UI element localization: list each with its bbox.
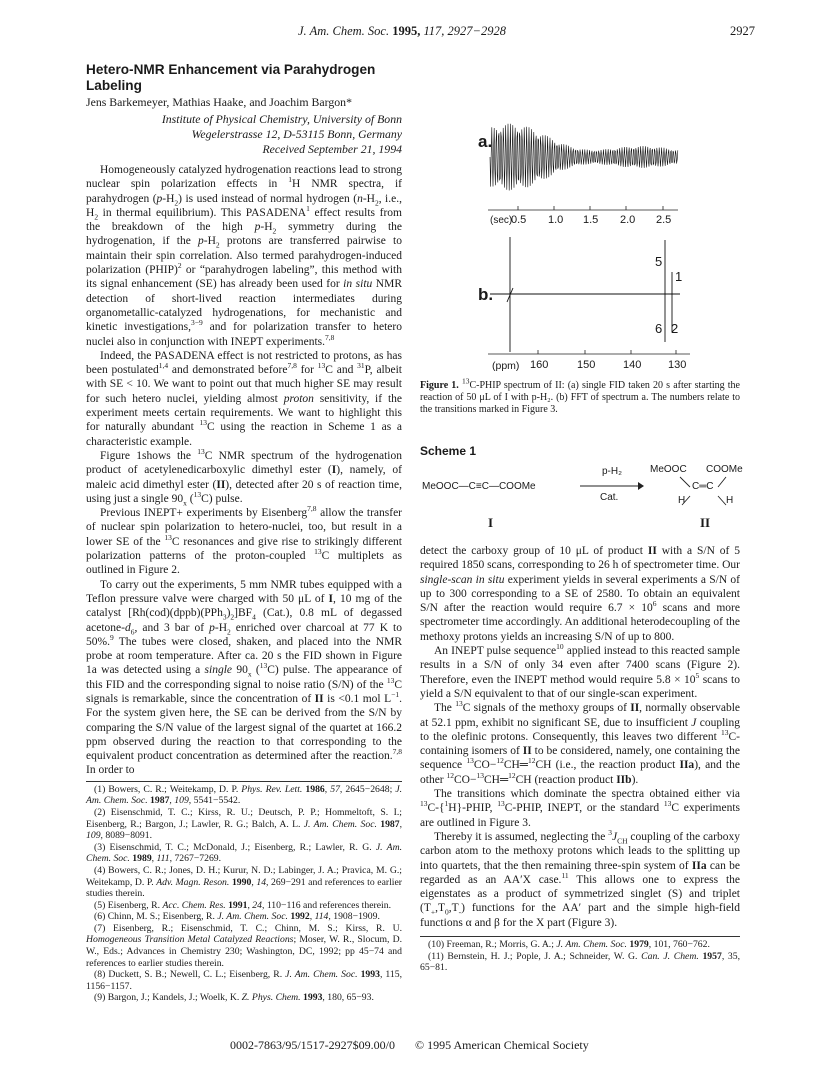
peak-label-5: 5 [655, 254, 663, 269]
peak-label-6: 6 [655, 321, 663, 336]
product-ester-left: MeOOC [650, 464, 687, 475]
peak-label-2: 2 [671, 321, 679, 336]
body-paragraph-2: Indeed, the PASADENA effect is not restricted to protons, as has been postulated$^{1,4}$ and demonstrated before$^{7,8}$ for $^{13}$C and $^{31}$P, albeit with SE < 10. We want to point out that much higher SE may result for such hetero nuclei, yielding almost proton sensitivity, if the experiment meets certain requirements. We want to highlight this for naturally abundant $^{13}$C using the reaction in Scheme 1 as a characteristic example. [86, 349, 402, 448]
nmr-spectrum-trace [490, 237, 683, 352]
product-ester-right: COOMe [706, 464, 743, 475]
compound-label-I: I [488, 515, 494, 530]
body-paragraph-10: Thereby it is assumed, neglecting the $^3J_{CH}$ coupling of the carboxy carbon atom to the methoxy protons which leads to the splitting up into quartets, that the then remaining three-spin system of IIa can be regarded as an AA′X case.$^{11}$ This allows one to express the eigenstates as a product of symmetrized singlet (S) and triplet $(T_+,T_0,T_-)$ functions for the AA′ part and the simple high-field functions α and β for the X part (Figure 3). [420, 828, 740, 929]
reference-list-left [86, 784, 402, 1004]
body-paragraph-8: The $^{13}$C signals of the methoxy groups of II, normally observable at 52.1 ppm, exhibit no significant SE, due to insufficient J coupling to the olefinic protons. Consequently, this leaves two different $^{13}$C-containing isomers of II to be considered, namely, one containing the sequence $^{13}$CO−$^{12}$CH═$^{12}$CH (i.e., the reaction product IIa), and the other $^{12}$CO−$^{13}$CH═$^{12}$CH (reaction product IIb). [420, 699, 740, 786]
reference-10: (10) Freeman, R.; Morris, G. A.; J. Am. Chem. Soc. 1979, 101, 760−762. [428, 939, 710, 951]
body-paragraph-1: Homogeneously catalyzed hydrogenation reactions lead to strong nuclear spin polarization effects in $^1$H NMR spectra, if parahydrogen $(p-H_2)$ is used instead of normal hydrogen ($n-H_2$, i.e., $H_2$ in thermal equilibrium). This PASADENA$^1$ effect results from the breakdown of the high $p-H_2$ symmetry during the hydrogenation, if the $p-H_2$ protons are transferred pairwise to maintain their spin correlation. Also termed parahydrogen-induced polarization (PHIP)$^2$ or “parahydrogen labeling”, this method with its signal enhancement (SE) has already been used for in situ NMR detection of short-lived reaction intermediates during organometallic-catalyzed hydrogenations, for mechanistic and kinetic investigations,$^{3-9}$ and for polarization transfer to hetero nuclei also in conjunction with INEPT experiments.$^{7,8}$ [86, 164, 403, 348]
body-paragraph-5: To carry out the experiments, 5 mm NMR tubes equipped with a Teflon pressure valve were charged with 50 μL of I, 10 mg of the catalyst $[Rh(cod)(dppb)(PPh_3)_2]BF_4$ (Cat.), 0.8 mL of degassed acetone-$d_6$, and 3 bar of $p-H_2$ enriched over charcoal at 77 K to 50%.$^9$ The tubes were closed, shaken, and placed into the NMR probe at room temperature. After ca. 20 s the FID shown in Figure 1a was detected using a single $90_x$ ($^{13}$C) pulse. The appearance of this FID and the corresponding signal to noise ratio (S/N) of the $^{13}$C signals is remarkable, since the concentration of II is <0.1 mol $L^{-1}$. For the system given here, the SE can be derived from the S/N by comparing the S/N value of the largest signal of the quartet at 166.2 ppm observed during the reaction to that corresponding to the equivalent product concentration as determined after the reaction.$^{7,8}$ In order to [86, 578, 402, 777]
spectrum-axis-tick-label: 130 [668, 359, 687, 371]
spectrum-axis-tick-label: 140 [623, 359, 642, 371]
fid-axis-tick-label: 2.0 [620, 214, 636, 226]
copyright-notice: © 1995 American Chemical Society [415, 1038, 589, 1052]
reference-2: (2) Eisenschmid, T. C.; Kirss, R. U.; Deutsch, P. P.; Hommeltoft, S. I.; Eisenberg, R.; Bargon, J.; Lawler, R. G.; Balch, A. L. J. Am. Chem. Soc. 1987, 109, 8089−8091. [86, 806, 403, 842]
reference-1: (1) Bowers, C. R.; Weitekamp, D. P. Phys. Rev. Lett. 1986, 57, 2645−2648; J. Am. Chem. Soc. 1987, 109, 5541−5542. [86, 783, 403, 807]
right-column [420, 62, 743, 974]
spectrum-axis-unit: (ppm) [492, 360, 520, 372]
product-h-left: H [678, 495, 686, 506]
reference-5: (5) Eisenberg, R. Acc. Chem. Res. 1991, 24, 110−116 and references therein. [94, 899, 391, 911]
journal-citation: J. Am. Chem. Soc. 1995, 117, 2927−2928 [298, 24, 506, 38]
reference-7: (7) Eisenberg, R.; Eisenschmid, T. C.; Chinn, M. S.; Kirss, R. U. Homogeneous Transition Metal Catalyzed Reactions; Moser, W. R., Slocum, D. W., Eds.; Advances in Chemistry 230; Washington, DC, 1992; pp 45−74 and references to earlier studies therein. [86, 922, 403, 969]
fid-axis-ticks [518, 206, 663, 210]
fid-axis-unit: (sec) [490, 215, 513, 226]
figure-1-caption: Figure 1. $^{13}$C-PHIP spectrum of II: (a) single FID taken 20 s after starting the reaction of 50 μL of I with p-H₂. (b) FFT of spectrum a. The numbers relate to the transitions marked in Figure 3. [420, 376, 740, 416]
scheme-1-title: Scheme 1 [420, 444, 477, 458]
author-list: Jens Barkemeyer, Mathias Haake, and Joachim Bargon* [86, 95, 352, 109]
left-column [86, 62, 402, 1004]
spectrum-axis-tick-label: 160 [530, 359, 549, 371]
body-paragraph-7: An INEPT pulse sequence$^{10}$ applied instead to this reacted sample results in a S/N of only 34 even after 7400 scans (Figure 2). Therefore, even the INEPT method would require $5.8 \times 10^5$ scans to yield a S/N equivalent to that of our single-scan experiment. [420, 642, 741, 700]
scheme-catalyst: Cat. [600, 492, 619, 503]
reference-9: (9) Bargon, J.; Kandels, J.; Woelk, K. Z. Phys. Chem. 1993, 180, 65−93. [94, 992, 374, 1004]
affiliation: Institute of Physical Chemistry, University of Bonn Wegelerstrasse 12, D-53115 Bonn, Germany [161, 112, 402, 141]
figure-panel-b-label: b. [478, 285, 494, 304]
product-double-bond: C═C [692, 481, 714, 492]
fid-axis-tick-label: 1.5 [583, 214, 599, 226]
fid-axis-tick-label: 2.5 [656, 214, 672, 226]
reference-8: (8) Duckett, S. B.; Newell, C. L.; Eisenberg, R. J. Am. Chem. Soc. 1993, 115, 1156−1157. [86, 969, 402, 992]
footnote-rule [420, 936, 740, 937]
scheme-reactant: MeOOC—C≡C—COOMe [422, 481, 536, 492]
page-number: 2927 [730, 24, 755, 38]
reference-11: (11) Bernstein, H. J.; Pople, J. A.; Schneider, W. G. Can. J. Chem. 1957, 35, 65−81. [420, 950, 740, 974]
reference-3: (3) Eisenschmid, T. C.; McDonald, J.; Eisenberg, R.; Lawler, R. G. J. Am. Chem. Soc. 1989, 111, 7267−7269. [86, 841, 402, 865]
fid-axis-tick-label: 0.5 [511, 214, 527, 226]
body-paragraph-4: Previous INEPT+ experiments by Eisenberg$^{7,8}$ allow the transfer of nuclear spin polarization to hetero-nuclei, too, but result in a lower SE of the $^{13}$C resonances and give rise to strikingly different polarization patterns of the proton-coupled $^{13}$C multiplets as outlined in Figure 2. [86, 504, 403, 577]
footnote-rule [86, 781, 402, 782]
body-paragraph-9: The transitions which dominate the spectra obtained either via $^{13}$C-{$^1$H}-PHIP, $^{13}$C-PHIP, INEPT, or the standard $^{13}$C experiments are outlined in Figure 3. [420, 788, 741, 829]
figure-1 [420, 62, 740, 432]
figure-panel-a-label: a. [478, 132, 493, 151]
body-paragraph-6: detect the carboxy group of 10 μL of product II with a S/N of 5 required 1850 scans, corresponding to 26 h of spectrometer time. Our single-scan in situ experiment yields in several experiments a S/N of up to 300 corresponding to a SE of 2580. To obtain an equivalent S/N after the reaction would require $6.7 \times 10^6$ scans and more spectrometer time accordingly. An additional heterodecoupling of the methoxy protons yields an increasing S/N of up to 800. [420, 545, 740, 643]
reaction-arrow [580, 481, 644, 491]
spectrum-axis-ticks [538, 350, 676, 354]
spectrum-plot [420, 62, 740, 362]
body-paragraph-3: Figure 1shows the $^{13}$C NMR spectrum of the hydrogenation product of acetylenedicarboxylic dimethyl ester (I), namely, of maleic acid dimethyl ester (II), detected after 20 s of reaction time, using just a single $90_x$ ($^{13}$C) pulse. [86, 447, 402, 508]
peak-label-1: 1 [675, 269, 683, 284]
reference-6: (6) Chinn, M. S.; Eisenberg, R. J. Am. Chem. Soc. 1992, 114, 1908−1909. [94, 911, 380, 923]
article-code: 0002-7863/95/1517-2927$09.00/0 [230, 1038, 395, 1052]
article-title: Hetero-NMR Enhancement via Parahydrogen Labeling [86, 62, 376, 93]
scheme-1 [420, 462, 743, 536]
compound-label-II: II [700, 515, 711, 530]
spectrum-axis-tick-label: 150 [577, 359, 596, 371]
received-date: Received September 21, 1994 [262, 142, 402, 156]
product-h-right: H [726, 495, 734, 506]
fid-signal-trace [490, 124, 678, 191]
scheme-reagent: p-H₂ [602, 466, 622, 477]
fid-waveform [490, 124, 678, 191]
reference-4: (4) Bowers, C. R.; Jones, D. H.; Kurur, N. D.; Labinger, J. A.; Pravica, M. G.; Weitekamp, D. P. Adv. Magn. Reson. 1990, 14, 269−291 and references to earlier studies therein. [86, 864, 403, 900]
reference-list-right [420, 939, 740, 974]
fid-axis-tick-label: 1.0 [548, 214, 564, 226]
